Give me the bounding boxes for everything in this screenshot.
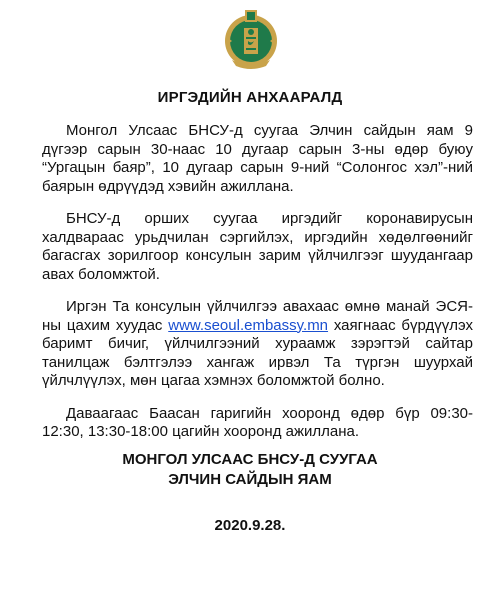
paragraph-website-text-before: Иргэн Та консулын үйлчилгээ авахаас өмнө манай ЭСЯ-ны цахим хуудас [42,298,473,334]
paragraph-postal-services: БНСУ-д орших суугаа иргэдийг коронавирусын халдвараас урьдчилан сэргийлэх, иргэдийн хөдөлгөөнийг багасгах зорилгоор консулын зарим үйлчилгээг шуудангаар авах боломжтой. [42,210,473,283]
notice-title: ИРГЭДИЙН АНХААРАЛД [157,89,343,106]
paragraph-holiday-hours: Монгол Улсаас БНСУ-д суугаа Элчин сайдын яам 9 дүгээр сарын 30-наас 10 дугаар сарын 3-ны өдөр буюу “Ургацын баяр”, 10 дугаар сарын 9-ний “Солонгос хэл”-ний баярын өдрүүдэд хэвийн ажиллана. [42,122,473,195]
notice-date: 2020.9.28. [214,517,286,534]
mongolian-state-emblem-icon [222,8,280,70]
signature-line-1: МОНГОЛ УЛСААС БНСУ-Д СУУГАА [122,451,378,468]
embassy-website-link[interactable]: www.seoul.embassy.mn [168,316,329,334]
paragraph-working-hours: Даваагаас Баасан гаригийн хооронд өдөр бүр 09:30-12:30, 13:30-18:00 цагийн хооронд ажиллана. [42,404,473,440]
paragraph-website-info [42,298,473,391]
embassy-signature [0,450,500,490]
paragraph-website-text-after: хаягнаас бүрдүүлэх баримт бичиг, үйлчилгээний хураамж зэрэгтэй сайтар танилцаж бэлтгэлээ хангаж ирвэл Та түргэн шуурхай үйлчлүүлэх, мөн цагаа хэмнэх боломжтой болно. [42,316,473,389]
signature-line-2: ЭЛЧИН САЙДЫН ЯАМ [168,471,332,488]
notice-body [42,122,473,456]
